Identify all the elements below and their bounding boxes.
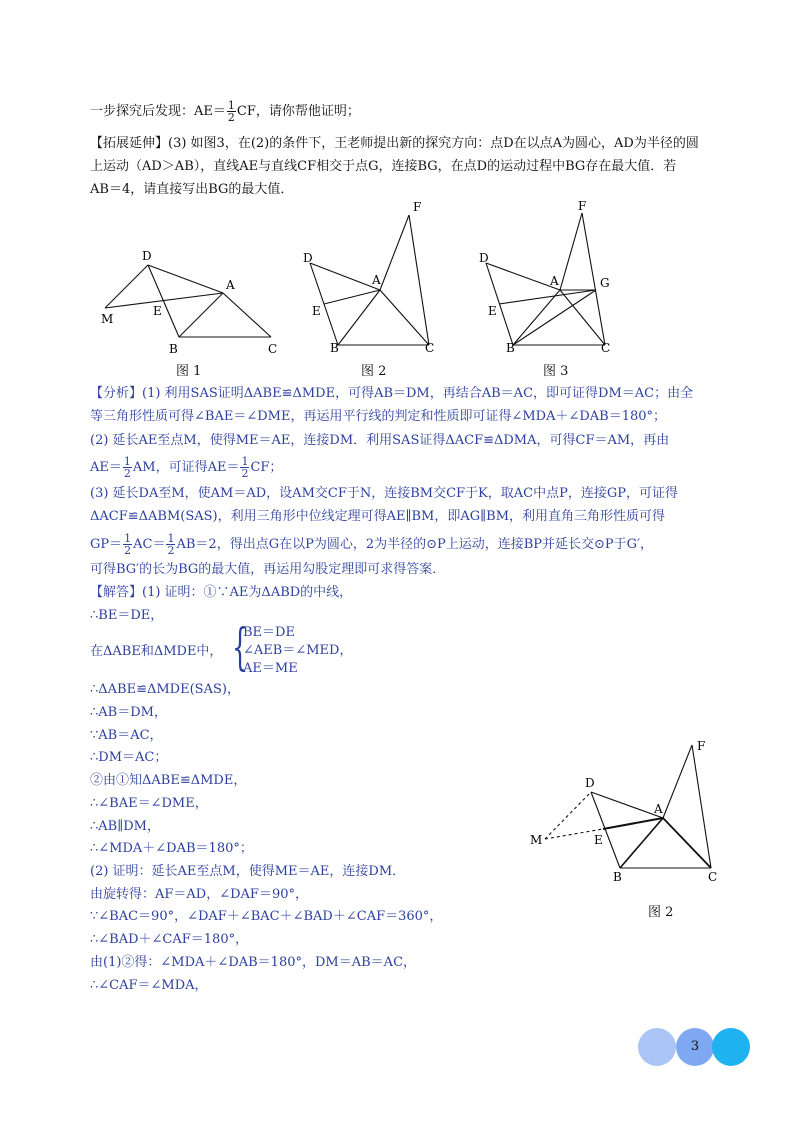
solution-line-17: ∴∠CAF＝∠MDA， (90, 978, 208, 993)
solution-line-9: ∴∠BAE＝∠DME， (90, 796, 208, 811)
a7-pre: GP＝ (90, 537, 123, 552)
solution-line-6: ∵AB＝AC， (90, 728, 163, 743)
a7-post: AB＝2，得出点G在以P为圆心，2为半径的⊙P上运动，连接BP并延长交⊙P于G′， (176, 537, 654, 552)
a4-frac-1 (123, 456, 132, 479)
a4-pre: AE＝ (90, 460, 122, 475)
analysis-line-4 (90, 456, 282, 479)
fig1-label-B: B (169, 342, 178, 356)
analysis-line-3: (2) 延长AE至点M，使得ME＝AE，连接DM．利用SAS证得ΔACF≌ΔDMA，可得CF＝AM，再由 (90, 433, 670, 448)
solution-line-7: ∴DM＝AC； (90, 750, 168, 765)
figure-3 (470, 195, 630, 364)
fig2-label-B: B (330, 341, 339, 355)
solution-line-10: ∴AB∥DM， (90, 819, 160, 834)
figure-1 (95, 245, 295, 369)
analysis-line-2: 等三角形性质可得∠BAE＝∠DME，再运用平行线的判定和性质即可证得∠MDA＋∠DAB＝180°； (90, 409, 667, 424)
fig1-label-M: M (101, 312, 114, 326)
system-eq-3: AE＝ME (243, 661, 298, 676)
frac-den: 2 (123, 467, 131, 480)
frac-den: 2 (227, 111, 235, 124)
fig4-caption: 图 2 (648, 905, 674, 920)
fig2-label-E: E (312, 304, 321, 318)
a4-mid: AM，可证得AE＝ (132, 460, 240, 475)
fig2s-label-B: B (613, 870, 622, 884)
solution-line-2: ∴BE＝DE， (90, 608, 164, 623)
analysis-line-8: 可得BG′的长为BG的最大值，再运用勾股定理即可求得答案． (90, 562, 446, 577)
fig1-label-E: E (153, 304, 162, 318)
intro-line-2: 【拓展延伸】(3) 如图3，在(2)的条件下，王老师提出新的探究方向：点D在以点A为圆心，AD为半径的圆 (90, 136, 699, 151)
fig3-label-F: F (578, 199, 587, 213)
system-brace: { (232, 618, 248, 676)
solution-line-3: 在ΔABE和ΔMDE中， (90, 644, 223, 659)
fig3-label-C: C (601, 341, 611, 355)
page-pill-right (712, 1028, 750, 1066)
fig3-caption: 图 3 (543, 364, 569, 379)
fig2-label-D: D (303, 251, 313, 265)
fig2s-label-D: D (585, 776, 595, 790)
fig2s-label-A: A (654, 802, 663, 816)
solution-line-11: ∴∠MDA＋∠DAB＝180°； (90, 841, 253, 856)
fig3-label-D: D (479, 251, 489, 265)
solution-line-12: (2) 证明：延长AE至点M，使得ME＝AE，连接DM． (90, 864, 406, 879)
fig1-caption: 图 1 (176, 364, 202, 379)
fig1-label-C: C (268, 342, 278, 356)
fig2-label-C: C (425, 341, 435, 355)
frac-num: 1 (124, 532, 132, 545)
a7-frac-2 (166, 533, 175, 556)
a7-frac-1 (123, 533, 132, 556)
page-pill-left (638, 1028, 676, 1066)
frac-den: 2 (241, 467, 249, 480)
intro-l1-post: CF，请你帮他证明； (236, 104, 360, 119)
intro-line-4: AB＝4，请直接写出BG的最大值． (90, 182, 294, 197)
fig3-label-A: A (550, 274, 559, 288)
intro-line-1 (90, 100, 360, 123)
solution-line-13: 由旋转得：AF＝AD，∠DAF＝90°， (90, 887, 308, 902)
frac-num: 1 (167, 532, 175, 545)
fig2s-label-C: C (708, 870, 718, 884)
page-number: 3 (690, 1039, 700, 1054)
analysis-line-7 (90, 533, 653, 556)
fig1-label-A: A (226, 278, 235, 292)
system-eq-2: ∠AEB＝∠MED， (243, 643, 353, 658)
system-eq-1: BE＝DE (243, 625, 295, 640)
fig1-label-D: D (142, 249, 152, 263)
solution-line-14: ∵∠BAC＝90°，∠DAF＋∠BAC＋∠BAD＋∠CAF＝360°， (90, 909, 443, 924)
a4-post: CF； (250, 460, 283, 475)
intro-fraction (227, 100, 236, 123)
frac-den: 2 (167, 544, 175, 557)
fig2s-label-E: E (594, 833, 603, 847)
figure-2 (295, 195, 445, 364)
solution-line-15: ∴∠BAD＋∠CAF＝180°， (90, 932, 249, 947)
solution-line-1: 【解答】(1) 证明：①∵AE为ΔABD的中线， (90, 585, 353, 600)
solution-line-16: 由(1)②得：∠MDA＋∠DAB＝180°，DM＝AB＝AC， (90, 955, 417, 970)
frac-num: 1 (241, 455, 249, 468)
solution-line-4: ∴ΔABE≌ΔMDE(SAS)， (90, 682, 240, 697)
fig3-label-G: G (600, 276, 610, 290)
intro-line-3: 上运动（AD＞AB），直线AE与直线CF相交于点G，连接BG，在点D的运动过程中BG存在最大值．若 (90, 159, 677, 174)
analysis-line-6: ΔACF≌ΔABM(SAS)，利用三角形中位线定理可得AE∥BM，即AG∥BM，利用直角三角形性质可得 (90, 509, 666, 524)
fig2s-label-F: F (697, 739, 706, 753)
a7-mid: AC＝ (133, 537, 166, 552)
solution-line-8: ②由①知ΔABE≌ΔMDE， (90, 773, 247, 788)
analysis-line-5: (3) 延长DA至M，使AM＝AD，设AM交CF于N，连接BM交CF于K，取AC中点P，连接GP，可证得 (90, 486, 678, 501)
intro-l1-pre: 一步探究后发现：AE＝ (90, 104, 226, 119)
a4-frac-2 (240, 456, 249, 479)
frac-den: 2 (124, 544, 132, 557)
fig2-label-F: F (413, 200, 422, 214)
fig3-label-E: E (488, 304, 497, 318)
fig2-caption: 图 2 (361, 364, 387, 379)
analysis-line-1: 【分析】(1) 利用SAS证明ΔABE≌ΔMDE，可得AB＝DM，再结合AB＝AC，即可证得DM＝AC；由全 (90, 386, 694, 401)
figure-2-solution (525, 735, 725, 899)
frac-num: 1 (227, 99, 235, 112)
fig3-label-B: B (506, 341, 515, 355)
fig2-label-A: A (372, 273, 381, 287)
solution-line-5: ∴AB＝DM， (90, 705, 167, 720)
frac-num: 1 (123, 455, 131, 468)
fig2s-label-M: M (530, 833, 543, 847)
